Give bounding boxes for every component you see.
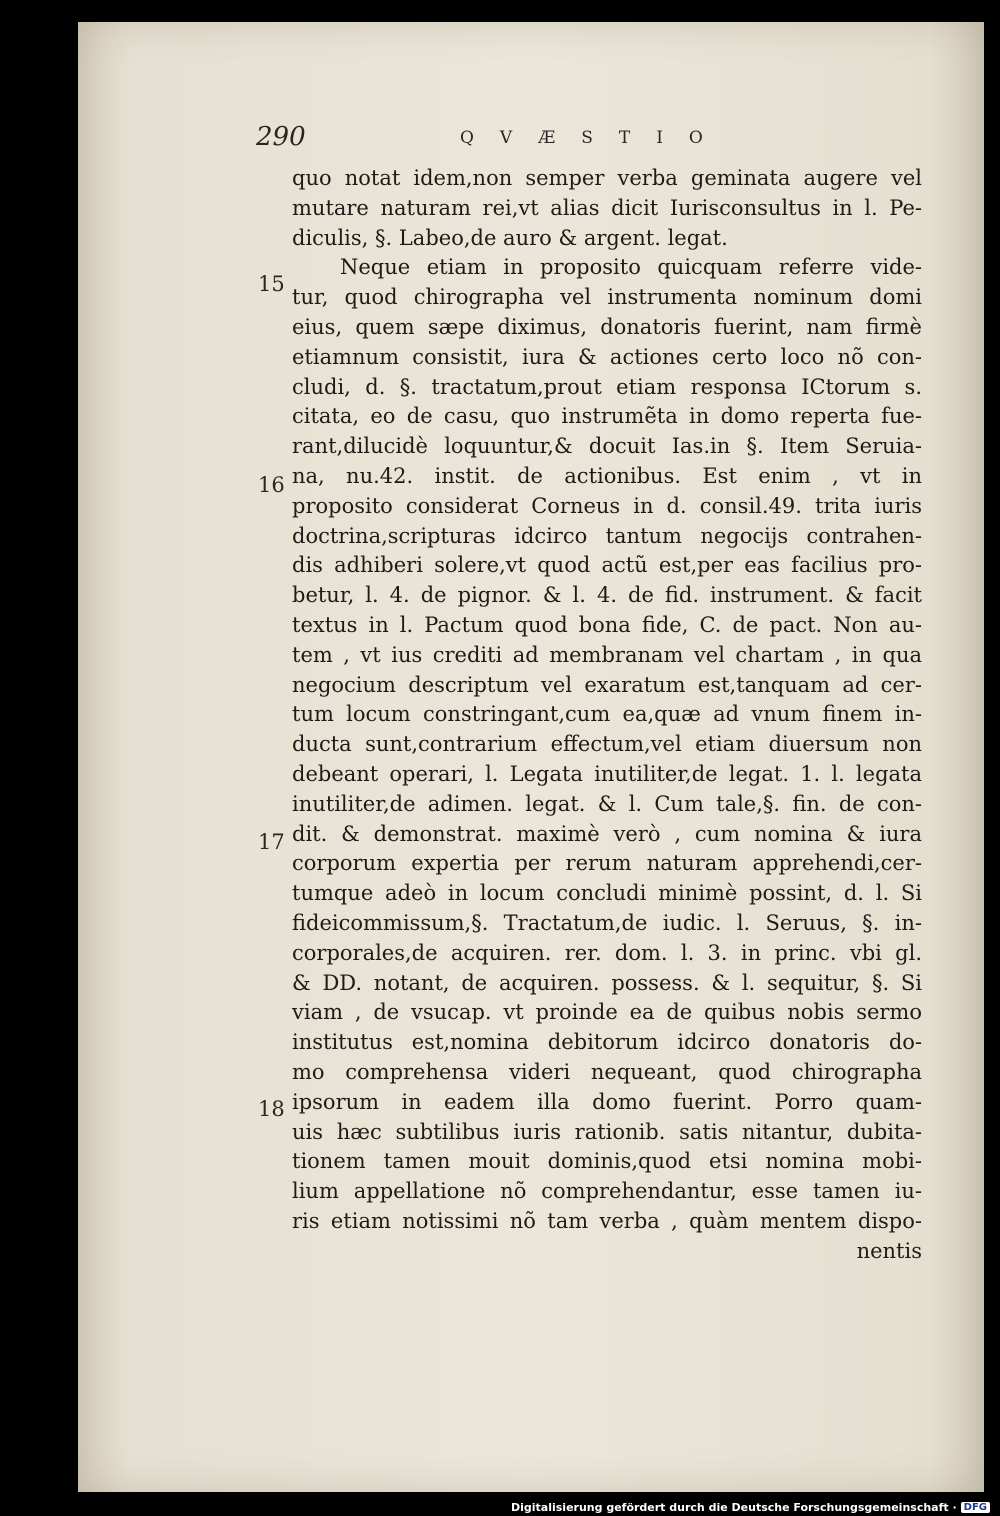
- text-line: quo notat idem,non semper verba geminata augere vel: [292, 166, 922, 190]
- margin-number-18: 18: [258, 1097, 285, 1121]
- body-text: [292, 164, 922, 1266]
- text-line: mutare naturam rei,vt alias dicit Iurisconsultus in l. Pe-: [292, 195, 922, 220]
- text-line: cludi, d. §. tractatum,prout etiam responsa ICtorum s.: [292, 374, 922, 399]
- digitization-footer: [511, 1501, 990, 1514]
- text-line: dis adhiberi solere,vt quod actũ est,per eas facilius pro-: [292, 553, 922, 578]
- text-line: uis hæc subtilibus iuris rationib. satis nitantur, dubita-: [292, 1119, 922, 1144]
- text-line: inutiliter,de adimen. legat. & l. Cum tale,§. fin. de con-: [292, 791, 922, 816]
- text-line: tum locum constringant,cum ea,quæ ad vnum finem in-: [292, 702, 922, 727]
- catchword: nentis: [856, 1238, 922, 1263]
- dfg-logo: DFG: [961, 1502, 990, 1513]
- text-line: mo comprehensa videri nequeant, quod chirographa: [292, 1059, 922, 1084]
- text-line: na, nu.42. instit. de actionibus. Est enim , vt in: [292, 463, 922, 488]
- text-line: Neque etiam in proposito quicquam referre vide-: [340, 255, 922, 280]
- text-line: corporales,de acquiren. rer. dom. l. 3. in princ. vbi gl.: [292, 940, 922, 965]
- margin-number-15: 15: [258, 272, 285, 296]
- text-line: textus in l. Pactum quod bona fide, C. de pact. Non au-: [292, 612, 922, 637]
- text-line: & DD. notant, de acquiren. possess. & l. sequitur, §. Si: [292, 970, 922, 995]
- footer-credit: Digitalisierung gefördert durch die Deutsche Forschungsgemeinschaft ·: [510, 1501, 957, 1514]
- margin-number-16: 16: [258, 473, 285, 497]
- text-line: doctrina,scripturas idcirco tantum negocijs contrahen-: [292, 523, 922, 548]
- text-line: corporum expertia per rerum naturam apprehendi,cer-: [292, 851, 922, 876]
- text-line: etiamnum consistit, iura & actiones certo loco nõ con-: [292, 344, 922, 369]
- page-number: 290: [256, 122, 306, 152]
- text-line: ducta sunt,contrarium effectum,vel etiam diuersum non: [292, 732, 922, 757]
- text-line: ipsorum in eadem illa domo fuerint. Porro quam-: [292, 1089, 922, 1114]
- text-line: dit. & demonstrat. maximè verò , cum nomina & iura: [292, 821, 922, 846]
- text-line: negocium descriptum vel exaratum est,tanquam ad cer-: [292, 672, 922, 697]
- running-head: QVÆSTIO: [460, 128, 729, 148]
- text-line: tem , vt ius crediti ad membranam vel chartam , in qua: [292, 642, 922, 667]
- text-line: eius, quem sæpe diximus, donatoris fuerint, nam firmè: [292, 314, 922, 339]
- text-line: betur, l. 4. de pignor. & l. 4. de fid. instrument. & facit: [292, 583, 922, 608]
- text-line: tur, quod chirographa vel instrumenta nominum domi: [292, 285, 922, 310]
- text-line: diculis, §. Labeo,de auro & argent. legat.: [292, 225, 728, 250]
- text-line: debeant operari, l. Legata inutiliter,de legat. 1. l. legata: [292, 761, 922, 786]
- text-line: viam , de vsucap. vt proinde ea de quibus nobis sermo: [292, 1000, 922, 1025]
- text-line: tumque adeò in locum concludi minimè possint, d. l. Si: [292, 881, 922, 906]
- text-line: proposito considerat Corneus in d. consil.49. trita iuris: [292, 493, 922, 518]
- text-line: lium appellatione nõ comprehendantur, esse tamen iu-: [292, 1179, 922, 1204]
- margin-number-17: 17: [258, 830, 285, 854]
- text-line: rant,dilucidè loquuntur,& docuit Ias.in §. Item Seruia-: [292, 434, 922, 459]
- text-line: tionem tamen mouit dominis,quod etsi nomina mobi-: [292, 1149, 922, 1174]
- text-line: ris etiam notissimi nõ tam verba , quàm mentem dispo-: [292, 1208, 922, 1233]
- text-line: citata, eo de casu, quo instrumẽta in domo reperta fue-: [292, 404, 922, 429]
- text-line: institutus est,nomina debitorum idcirco donatoris do-: [292, 1030, 922, 1055]
- text-line: fideicommissum,§. Tractatum,de iudic. l. Seruus, §. in-: [292, 910, 922, 935]
